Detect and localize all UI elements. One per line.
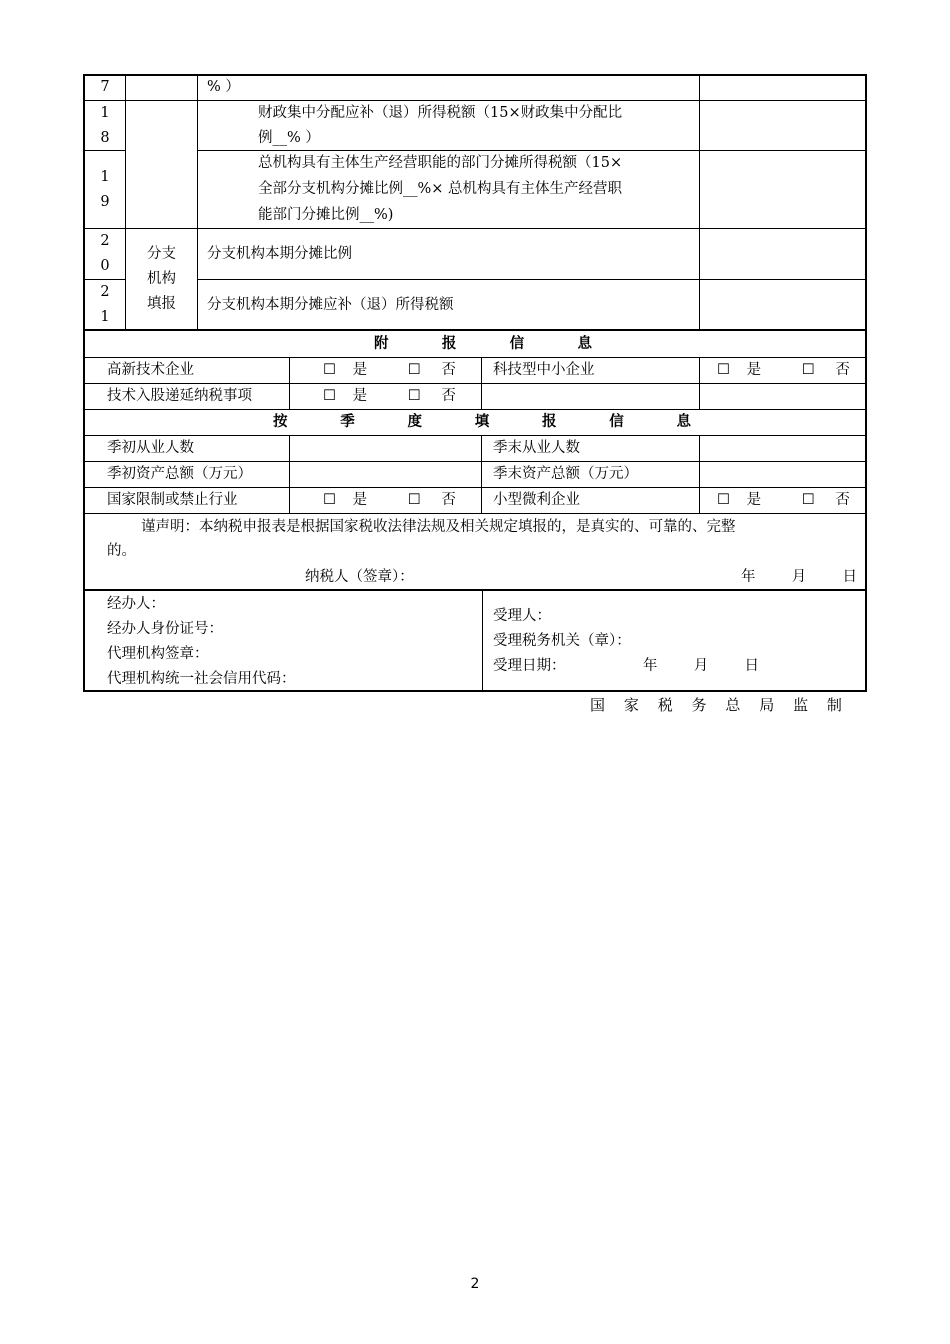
small-micro-yes-checkbox[interactable]: ☐ — [717, 492, 730, 508]
high-tech-yes-checkbox[interactable]: ☐ — [323, 362, 336, 378]
sci-sme-yes-checkbox[interactable]: ☐ — [717, 362, 730, 378]
assets-begin-label: 季初资产总额（万元） — [107, 466, 252, 482]
footer-char: 国 — [590, 696, 606, 714]
row-17-number: 7 — [100, 79, 110, 95]
agency-seal-label: 代理机构签章： — [107, 646, 209, 662]
agency-credit-code-label: 代理机构统一社会信用代码： — [107, 671, 296, 687]
employees-begin-label: 季初从业人数 — [107, 440, 194, 456]
receiving-date-label: 受理日期： — [493, 658, 566, 674]
row-19-number: 9 — [100, 194, 110, 210]
high-tech-label: 高新技术企业 — [107, 362, 194, 378]
tech-equity-label: 技术入股递延纳税事项 — [107, 388, 252, 404]
day-label: 日 — [744, 658, 759, 674]
title-char: 息 — [676, 413, 691, 430]
col-divider — [289, 357, 290, 410]
declaration-date — [741, 568, 857, 586]
appendix-section-title — [374, 335, 592, 353]
small-micro-options — [717, 491, 850, 509]
employees-end-label: 季末从业人数 — [493, 440, 580, 456]
no-label: 否 — [835, 492, 850, 508]
branch-section-label: 填报 — [147, 296, 176, 312]
row-divider — [83, 150, 125, 151]
col-divider — [482, 590, 483, 691]
handler-label: 经办人： — [107, 596, 165, 612]
row-20-number: 2 — [100, 233, 110, 249]
col-divider — [289, 435, 290, 514]
year-label: 年 — [643, 658, 658, 674]
row-18-text: 财政集中分配应补（退）所得税额（15×财政集中分配比 — [258, 105, 623, 121]
col-divider — [699, 435, 700, 514]
sci-sme-label: 科技型中小企业 — [493, 362, 595, 378]
row-19-text: 总机构具有主体生产经营职能的部门分摊所得税额（15× — [258, 155, 623, 171]
title-char: 度 — [407, 413, 422, 430]
receiving-office-label: 受理税务机关（章）： — [493, 633, 631, 649]
row-divider — [83, 228, 867, 229]
yes-label: 是 — [746, 362, 762, 378]
title-char: 报 — [441, 335, 457, 352]
title-char: 息 — [577, 335, 592, 352]
col-divider — [699, 74, 700, 330]
high-tech-no-checkbox[interactable]: ☐ — [407, 362, 421, 378]
row-divider — [83, 100, 867, 101]
title-char: 填 — [474, 413, 490, 430]
col-divider — [481, 357, 482, 410]
yes-label: 是 — [352, 492, 368, 508]
row-19-text: 全部分支机构分摊比例__%× 总机构具有主体生产经营职 — [258, 181, 623, 197]
row-divider — [83, 409, 867, 410]
high-tech-options — [323, 361, 456, 379]
table-border-left — [83, 74, 85, 692]
row-19-text: 能部门分摊比例__%) — [258, 207, 394, 223]
small-micro-no-checkbox[interactable]: ☐ — [801, 492, 815, 508]
tax-return-form-table — [83, 74, 867, 692]
small-micro-label: 小型微利企业 — [493, 492, 580, 508]
col-divider — [125, 74, 126, 330]
row-divider — [83, 357, 867, 358]
month-label: 月 — [693, 658, 709, 674]
sci-sme-options — [717, 361, 850, 379]
row-21-number: 1 — [100, 309, 110, 325]
branch-section-label: 分支 — [147, 246, 176, 262]
no-label: 否 — [835, 362, 850, 378]
day-label: 日 — [842, 569, 857, 585]
handler-id-label: 经办人身份证号： — [107, 621, 223, 637]
row-18-number: 1 — [100, 105, 110, 121]
declaration-text: 谨声明：本纳税申报表是根据国家税收法律法规及相关规定填报的，是真实的、可靠的、完整 — [141, 519, 736, 535]
row-divider — [197, 150, 867, 151]
tech-equity-yes-checkbox[interactable]: ☐ — [323, 388, 336, 404]
row-divider — [83, 461, 867, 462]
no-label: 否 — [441, 388, 456, 404]
title-char: 报 — [542, 413, 557, 430]
footer-char: 制 — [826, 696, 842, 714]
col-divider — [481, 435, 482, 514]
row-divider — [83, 513, 867, 514]
row-17-text: % ） — [207, 79, 240, 95]
table-border-top — [83, 74, 867, 76]
no-label: 否 — [441, 492, 456, 508]
row-20-number: 0 — [100, 258, 110, 274]
tech-equity-options — [323, 387, 456, 405]
restricted-yes-checkbox[interactable]: ☐ — [323, 492, 336, 508]
restricted-industry-options — [323, 491, 456, 509]
no-label: 否 — [441, 362, 456, 378]
row-21-number: 2 — [100, 284, 110, 300]
row-18-text: 例__% ） — [258, 130, 320, 146]
col-divider — [197, 74, 198, 330]
declaration-text: 的。 — [107, 543, 136, 559]
table-border-bottom — [83, 690, 867, 692]
title-char: 季 — [340, 413, 355, 430]
yes-label: 是 — [746, 492, 762, 508]
col-divider — [699, 357, 700, 410]
title-char: 附 — [374, 335, 389, 352]
row-divider — [83, 435, 867, 436]
row-18-number: 8 — [100, 130, 110, 146]
receiver-label: 受理人： — [493, 608, 551, 624]
row-divider — [197, 279, 867, 280]
row-20-text: 分支机构本期分摊比例 — [207, 246, 352, 262]
title-char: 按 — [273, 413, 288, 430]
quarterly-section-title — [273, 413, 691, 431]
restricted-industry-label: 国家限制或禁止行业 — [107, 492, 238, 508]
title-char: 信 — [509, 335, 525, 352]
section-divider — [83, 329, 867, 331]
page-number: 2 — [470, 1276, 480, 1292]
footer-char: 总 — [725, 696, 741, 714]
footer-char: 局 — [759, 696, 775, 714]
yes-label: 是 — [352, 388, 368, 404]
taxpayer-signature-label: 纳税人（签章）： — [305, 569, 414, 585]
title-char: 信 — [609, 413, 624, 430]
year-label: 年 — [741, 569, 756, 585]
footer-char: 家 — [623, 696, 639, 714]
assets-end-label: 季末资产总额（万元） — [493, 466, 638, 482]
footer-char: 监 — [793, 696, 809, 714]
supervising-agency-footer — [590, 695, 842, 715]
sci-sme-no-checkbox[interactable]: ☐ — [801, 362, 815, 378]
footer-char: 税 — [657, 696, 673, 714]
row-21-text: 分支机构本期分摊应补（退）所得税额 — [207, 297, 454, 313]
row-19-number: 1 — [100, 169, 110, 185]
row-divider — [83, 279, 125, 280]
section-divider — [83, 589, 867, 591]
branch-section-label: 机构 — [147, 271, 176, 287]
month-label: 月 — [791, 569, 807, 585]
restricted-no-checkbox[interactable]: ☐ — [407, 492, 421, 508]
table-border-right — [865, 74, 867, 692]
row-divider — [83, 383, 867, 384]
receiving-date — [643, 657, 759, 675]
yes-label: 是 — [352, 362, 368, 378]
tech-equity-no-checkbox[interactable]: ☐ — [407, 388, 421, 404]
row-divider — [83, 487, 867, 488]
footer-char: 务 — [691, 696, 707, 714]
